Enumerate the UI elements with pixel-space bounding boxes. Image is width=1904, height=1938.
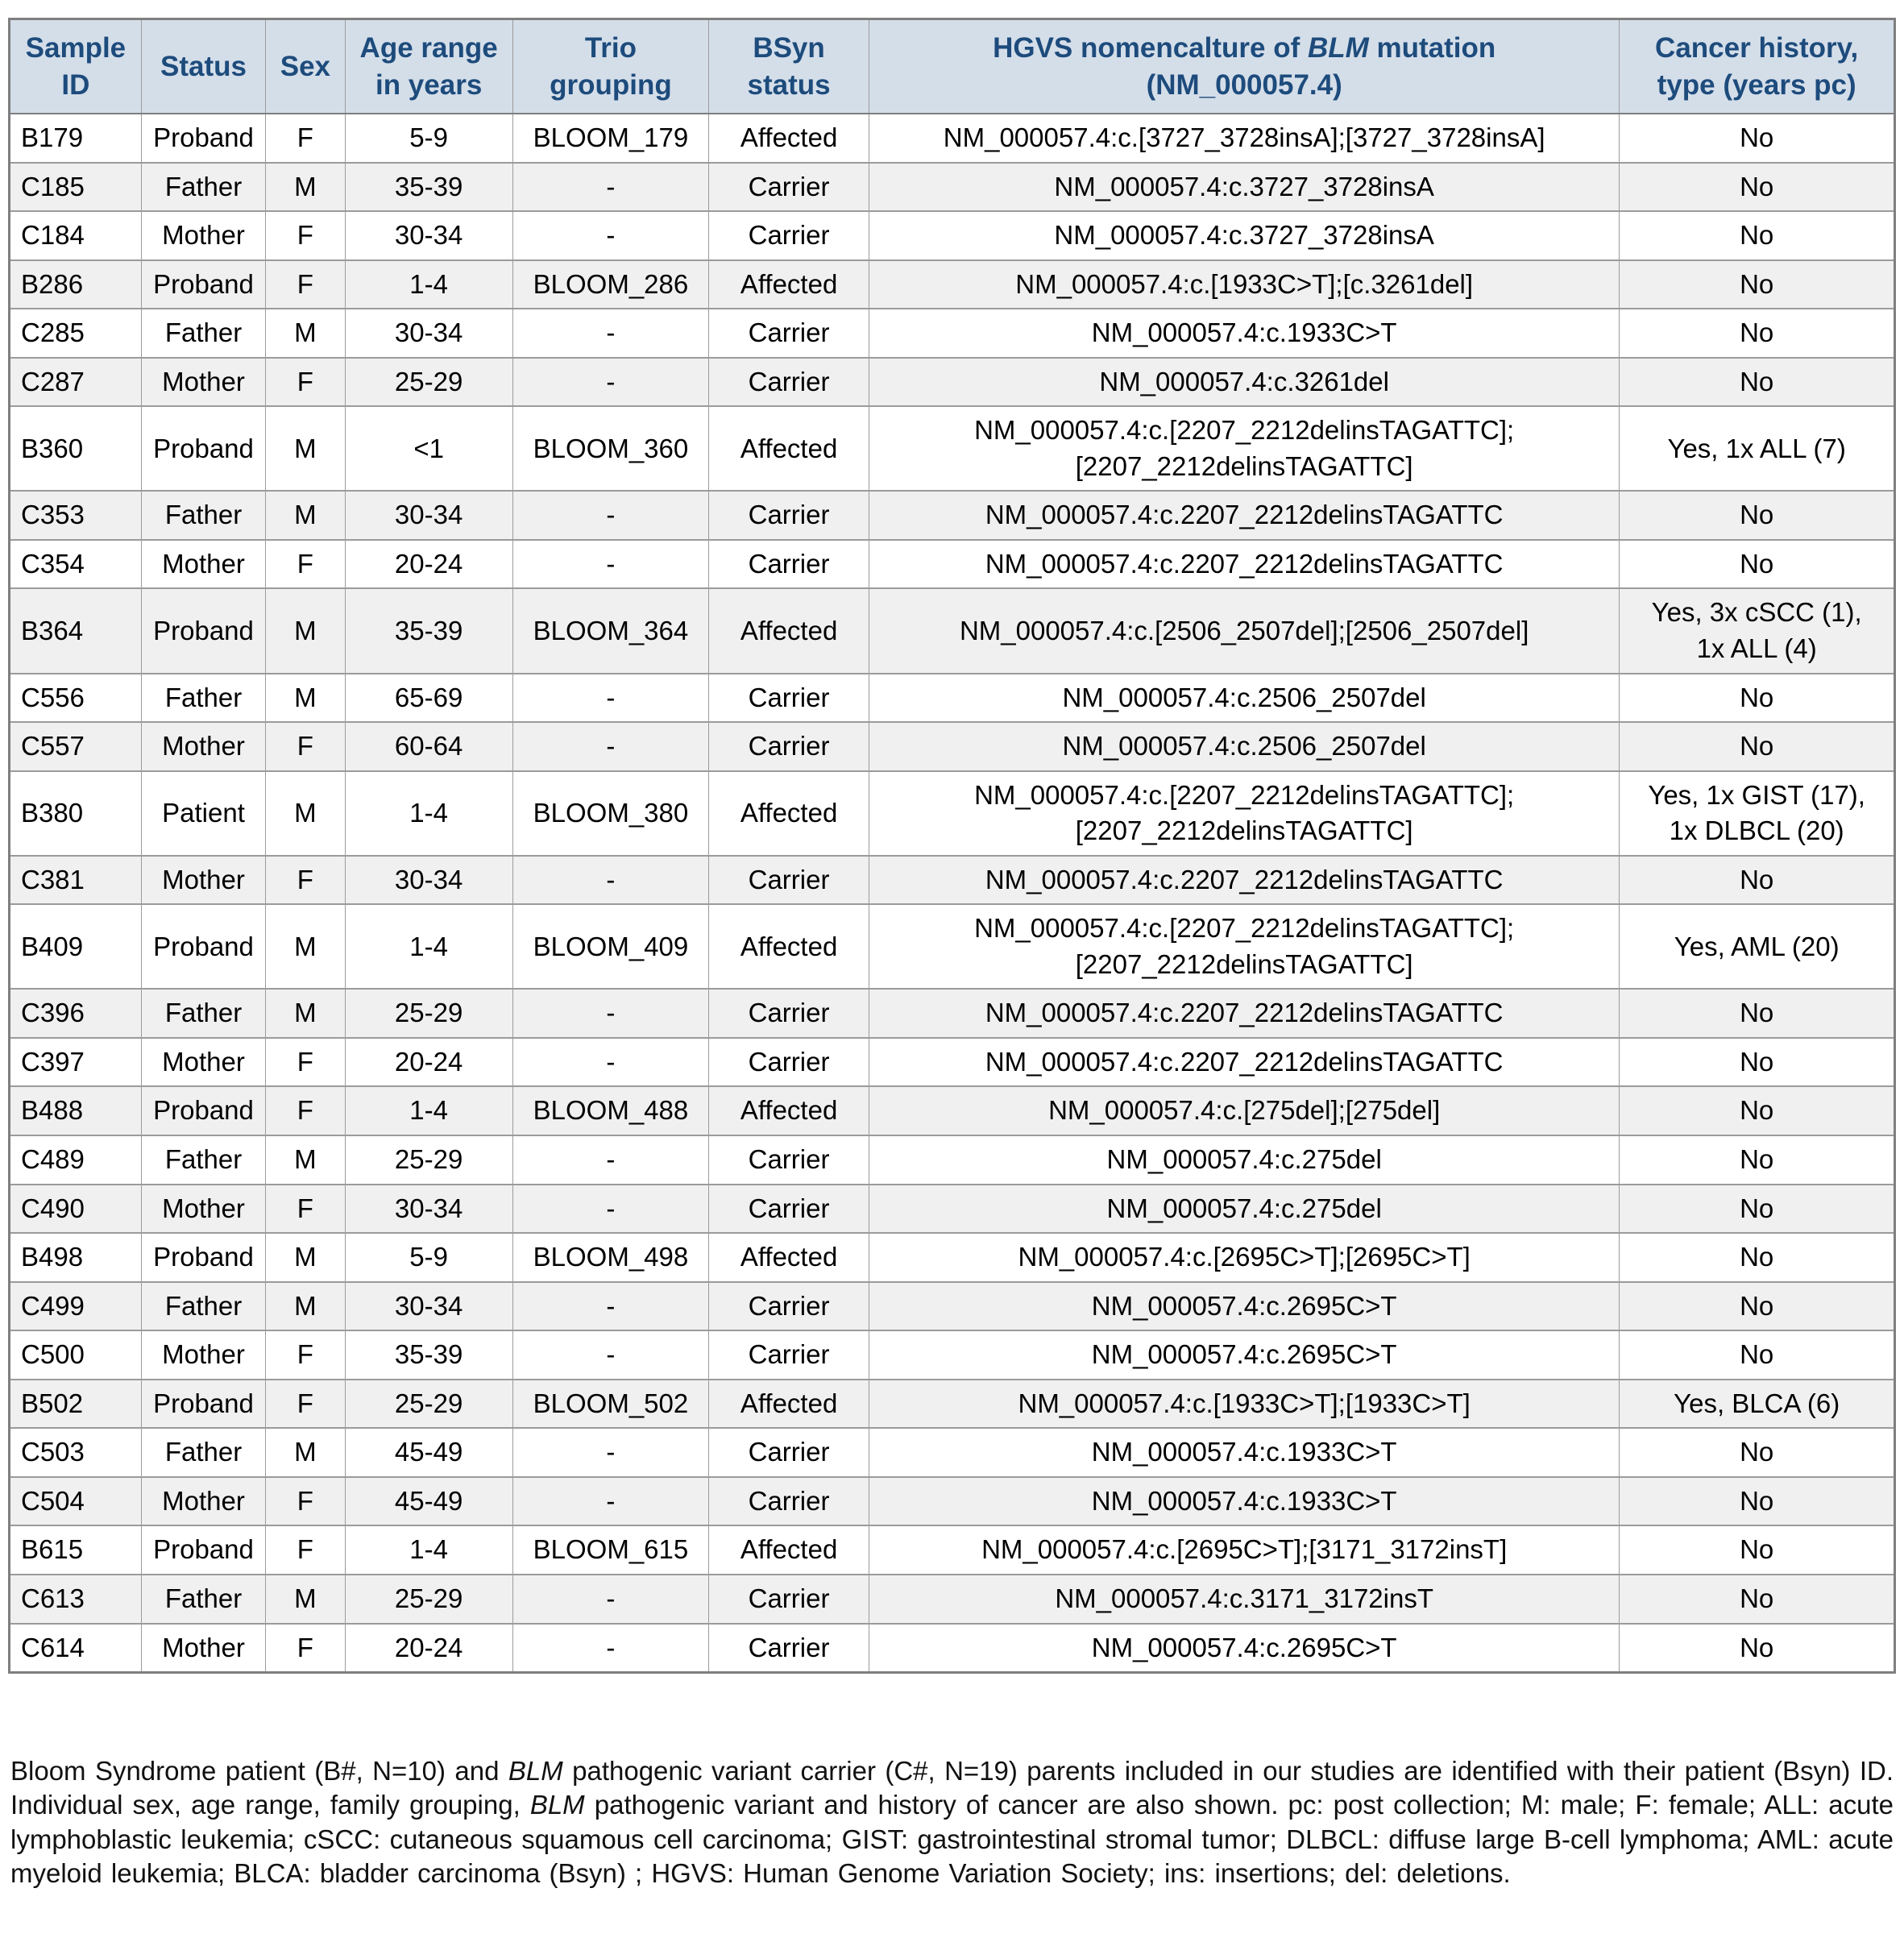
- cell-age-range: 35-39: [345, 588, 512, 673]
- cell-cancer-history: No: [1620, 1185, 1895, 1234]
- cell-cancer-history: Yes, 1x ALL (7): [1620, 406, 1895, 491]
- cell-status: Father: [141, 674, 265, 723]
- cell-trio-grouping: -: [512, 722, 708, 771]
- cell-hgvs: NM_000057.4:c.[2207_2212delinsTAGATTC]; [2207_2212delinsTAGATTC]: [869, 406, 1620, 491]
- cell-bsyn-status: Affected: [709, 1380, 869, 1429]
- table-body: [10, 114, 1895, 1673]
- cell-age-range: 20-24: [345, 1038, 512, 1087]
- table-row-B488: [10, 1086, 1895, 1135]
- cell-age-range: 1-4: [345, 904, 512, 989]
- cell-sample-id: B409: [10, 904, 142, 989]
- cell-hgvs: NM_000057.4:c.1933C>T: [869, 1477, 1620, 1526]
- cell-sample-id: C613: [10, 1575, 142, 1624]
- cell-bsyn-status: Carrier: [709, 674, 869, 723]
- cell-bsyn-status: Affected: [709, 588, 869, 673]
- cell-sex: F: [266, 1624, 345, 1673]
- cell-bsyn-status: Affected: [709, 1525, 869, 1575]
- cell-sample-id: C504: [10, 1477, 142, 1526]
- cell-trio-grouping: BLOOM_502: [512, 1380, 708, 1429]
- cell-status: Patient: [141, 771, 265, 856]
- cell-cancer-history: No: [1620, 1282, 1895, 1331]
- cell-age-range: 30-34: [345, 1282, 512, 1331]
- italic-gene-name: BLM: [1307, 32, 1369, 64]
- cell-sex: M: [266, 1575, 345, 1624]
- cell-sex: M: [266, 309, 345, 358]
- cell-trio-grouping: -: [512, 1575, 708, 1624]
- cell-sample-id: B498: [10, 1233, 142, 1282]
- cell-trio-grouping: BLOOM_615: [512, 1525, 708, 1575]
- cell-hgvs: NM_000057.4:c.[2506_2507del];[2506_2507del]: [869, 588, 1620, 673]
- patients-table: [8, 18, 1896, 1674]
- cell-sample-id: C353: [10, 491, 142, 540]
- cell-hgvs: NM_000057.4:c.2695C>T: [869, 1282, 1620, 1331]
- cell-sample-id: C490: [10, 1185, 142, 1234]
- cell-trio-grouping: -: [512, 1135, 708, 1185]
- cell-sex: M: [266, 1282, 345, 1331]
- cell-hgvs: NM_000057.4:c.1933C>T: [869, 1428, 1620, 1477]
- cell-trio-grouping: -: [512, 540, 708, 589]
- table-row-C396: [10, 989, 1895, 1038]
- cell-age-range: 30-34: [345, 211, 512, 260]
- cell-sample-id: B364: [10, 588, 142, 673]
- cell-trio-grouping: -: [512, 1038, 708, 1087]
- cell-age-range: 60-64: [345, 722, 512, 771]
- cell-age-range: 25-29: [345, 1135, 512, 1185]
- cell-sample-id: B360: [10, 406, 142, 491]
- cell-age-range: 30-34: [345, 309, 512, 358]
- cell-status: Proband: [141, 1525, 265, 1575]
- cell-hgvs: NM_000057.4:c.275del: [869, 1135, 1620, 1185]
- cell-bsyn-status: Carrier: [709, 1038, 869, 1087]
- table-row-C490: [10, 1185, 1895, 1234]
- cell-age-range: 30-34: [345, 1185, 512, 1234]
- cell-bsyn-status: Carrier: [709, 1428, 869, 1477]
- cell-sample-id: C503: [10, 1428, 142, 1477]
- cell-status: Father: [141, 989, 265, 1038]
- cell-status: Mother: [141, 358, 265, 407]
- cell-sex: M: [266, 989, 345, 1038]
- cell-trio-grouping: -: [512, 163, 708, 212]
- cell-status: Mother: [141, 856, 265, 905]
- cell-hgvs: NM_000057.4:c.1933C>T: [869, 309, 1620, 358]
- cell-sex: M: [266, 1135, 345, 1185]
- cell-status: Proband: [141, 114, 265, 163]
- cell-sex: M: [266, 904, 345, 989]
- cell-bsyn-status: Carrier: [709, 309, 869, 358]
- cell-hgvs: NM_000057.4:c.3261del: [869, 358, 1620, 407]
- cell-age-range: 5-9: [345, 1233, 512, 1282]
- cell-hgvs: NM_000057.4:c.2207_2212delinsTAGATTC: [869, 1038, 1620, 1087]
- cell-bsyn-status: Carrier: [709, 1624, 869, 1673]
- cell-cancer-history: No: [1620, 1330, 1895, 1380]
- cell-cancer-history: Yes, AML (20): [1620, 904, 1895, 989]
- cell-sex: F: [266, 1330, 345, 1380]
- cell-age-range: 65-69: [345, 674, 512, 723]
- cell-cancer-history: No: [1620, 1135, 1895, 1185]
- cell-bsyn-status: Carrier: [709, 211, 869, 260]
- cell-status: Mother: [141, 1330, 265, 1380]
- table-row-C353: [10, 491, 1895, 540]
- cell-sex: F: [266, 856, 345, 905]
- cell-hgvs: NM_000057.4:c.2207_2212delinsTAGATTC: [869, 540, 1620, 589]
- cell-hgvs: NM_000057.4:c.2506_2507del: [869, 674, 1620, 723]
- column-header-cancer-history: Cancer history, type (years pc): [1620, 19, 1895, 114]
- cell-bsyn-status: Carrier: [709, 1282, 869, 1331]
- cell-age-range: 1-4: [345, 1525, 512, 1575]
- cell-cancer-history: No: [1620, 722, 1895, 771]
- cell-hgvs: NM_000057.4:c.3727_3728insA: [869, 211, 1620, 260]
- cell-sex: F: [266, 1477, 345, 1526]
- cell-cancer-history: No: [1620, 163, 1895, 212]
- cell-status: Proband: [141, 406, 265, 491]
- cell-sex: M: [266, 674, 345, 723]
- table-row-C557: [10, 722, 1895, 771]
- cell-hgvs: NM_000057.4:c.[2695C>T];[3171_3172insT]: [869, 1525, 1620, 1575]
- cell-sample-id: C285: [10, 309, 142, 358]
- cell-age-range: 25-29: [345, 358, 512, 407]
- cell-cancer-history: No: [1620, 260, 1895, 309]
- cell-hgvs: NM_000057.4:c.3171_3172insT: [869, 1575, 1620, 1624]
- table-row-B502: [10, 1380, 1895, 1429]
- table-row-B286: [10, 260, 1895, 309]
- column-header-status: Status: [141, 19, 265, 114]
- cell-status: Father: [141, 491, 265, 540]
- italic-gene-name: BLM: [508, 1756, 563, 1787]
- cell-bsyn-status: Affected: [709, 771, 869, 856]
- cell-trio-grouping: -: [512, 491, 708, 540]
- cell-age-range: 20-24: [345, 1624, 512, 1673]
- cell-hgvs: NM_000057.4:c.[3727_3728insA];[3727_3728insA]: [869, 114, 1620, 163]
- column-header-trio-grouping: Trio grouping: [512, 19, 708, 114]
- cell-cancer-history: No: [1620, 1428, 1895, 1477]
- cell-age-range: 30-34: [345, 856, 512, 905]
- cell-cancer-history: No: [1620, 540, 1895, 589]
- table-row-C185: [10, 163, 1895, 212]
- cell-status: Proband: [141, 588, 265, 673]
- cell-cancer-history: No: [1620, 1233, 1895, 1282]
- cell-status: Father: [141, 163, 265, 212]
- cell-bsyn-status: Affected: [709, 1233, 869, 1282]
- cell-bsyn-status: Carrier: [709, 989, 869, 1038]
- cell-hgvs: NM_000057.4:c.2695C>T: [869, 1624, 1620, 1673]
- table-row-C504: [10, 1477, 1895, 1526]
- cell-bsyn-status: Carrier: [709, 1135, 869, 1185]
- cell-cancer-history: No: [1620, 1086, 1895, 1135]
- cell-sample-id: C184: [10, 211, 142, 260]
- cell-sex: M: [266, 491, 345, 540]
- cell-status: Mother: [141, 1477, 265, 1526]
- cell-cancer-history: No: [1620, 358, 1895, 407]
- table-row-C500: [10, 1330, 1895, 1380]
- cell-status: Proband: [141, 904, 265, 989]
- cell-trio-grouping: -: [512, 674, 708, 723]
- cell-trio-grouping: BLOOM_409: [512, 904, 708, 989]
- cell-status: Mother: [141, 1185, 265, 1234]
- cell-sample-id: C354: [10, 540, 142, 589]
- cell-cancer-history: Yes, 1x GIST (17), 1x DLBCL (20): [1620, 771, 1895, 856]
- cell-hgvs: NM_000057.4:c.[2207_2212delinsTAGATTC]; [2207_2212delinsTAGATTC]: [869, 904, 1620, 989]
- cell-cancer-history: No: [1620, 856, 1895, 905]
- table-row-C556: [10, 674, 1895, 723]
- table-row-C184: [10, 211, 1895, 260]
- cell-cancer-history: No: [1620, 1038, 1895, 1087]
- cell-sample-id: B502: [10, 1380, 142, 1429]
- cell-age-range: 1-4: [345, 1086, 512, 1135]
- cell-trio-grouping: -: [512, 1282, 708, 1331]
- cell-sample-id: C287: [10, 358, 142, 407]
- table-row-C613: [10, 1575, 1895, 1624]
- cell-sample-id: C499: [10, 1282, 142, 1331]
- cell-bsyn-status: Carrier: [709, 491, 869, 540]
- column-header-bsyn-status: BSyn status: [709, 19, 869, 114]
- cell-age-range: 30-34: [345, 491, 512, 540]
- cell-trio-grouping: -: [512, 1330, 708, 1380]
- table-row-C285: [10, 309, 1895, 358]
- cell-age-range: 25-29: [345, 1380, 512, 1429]
- cell-sex: M: [266, 406, 345, 491]
- table-row-B364: [10, 588, 1895, 673]
- cell-status: Father: [141, 1428, 265, 1477]
- cell-trio-grouping: BLOOM_488: [512, 1086, 708, 1135]
- italic-gene-name: BLM: [529, 1790, 585, 1820]
- cell-age-range: 20-24: [345, 540, 512, 589]
- cell-trio-grouping: BLOOM_380: [512, 771, 708, 856]
- column-header-hgvs: HGVS nomencalture of BLM mutation (NM_000057.4): [869, 19, 1620, 114]
- cell-trio-grouping: -: [512, 1185, 708, 1234]
- cell-bsyn-status: Affected: [709, 904, 869, 989]
- cell-cancer-history: No: [1620, 1575, 1895, 1624]
- cell-sex: F: [266, 211, 345, 260]
- cell-bsyn-status: Affected: [709, 260, 869, 309]
- cell-age-range: 1-4: [345, 260, 512, 309]
- cell-status: Proband: [141, 1233, 265, 1282]
- cell-bsyn-status: Carrier: [709, 1477, 869, 1526]
- cell-status: Father: [141, 1575, 265, 1624]
- cell-status: Father: [141, 1282, 265, 1331]
- cell-bsyn-status: Carrier: [709, 856, 869, 905]
- cell-sample-id: B179: [10, 114, 142, 163]
- cell-sample-id: B286: [10, 260, 142, 309]
- table-row-B179: [10, 114, 1895, 163]
- cell-bsyn-status: Carrier: [709, 722, 869, 771]
- cell-bsyn-status: Affected: [709, 1086, 869, 1135]
- cell-trio-grouping: -: [512, 358, 708, 407]
- cell-sample-id: B488: [10, 1086, 142, 1135]
- cell-hgvs: NM_000057.4:c.[1933C>T];[1933C>T]: [869, 1380, 1620, 1429]
- table-row-C397: [10, 1038, 1895, 1087]
- cell-cancer-history: No: [1620, 1624, 1895, 1673]
- cell-cancer-history: No: [1620, 1477, 1895, 1526]
- column-header-sex: Sex: [266, 19, 345, 114]
- cell-bsyn-status: Carrier: [709, 1575, 869, 1624]
- table-row-C499: [10, 1282, 1895, 1331]
- table-row-C381: [10, 856, 1895, 905]
- cell-sex: M: [266, 1428, 345, 1477]
- cell-sample-id: B380: [10, 771, 142, 856]
- cell-sex: F: [266, 1086, 345, 1135]
- cell-trio-grouping: -: [512, 309, 708, 358]
- cell-age-range: 5-9: [345, 114, 512, 163]
- cell-status: Mother: [141, 722, 265, 771]
- cell-trio-grouping: BLOOM_179: [512, 114, 708, 163]
- cell-cancer-history: No: [1620, 1525, 1895, 1575]
- cell-cancer-history: No: [1620, 674, 1895, 723]
- cell-sample-id: B615: [10, 1525, 142, 1575]
- table-header: [10, 19, 1895, 114]
- table-row-B409: [10, 904, 1895, 989]
- cell-age-range: 1-4: [345, 771, 512, 856]
- cell-trio-grouping: BLOOM_498: [512, 1233, 708, 1282]
- cell-sample-id: C397: [10, 1038, 142, 1087]
- column-header-sample-id: Sample ID: [10, 19, 142, 114]
- cell-sex: F: [266, 1185, 345, 1234]
- cell-sample-id: C614: [10, 1624, 142, 1673]
- table-row-B360: [10, 406, 1895, 491]
- cell-status: Mother: [141, 211, 265, 260]
- table-row-C614: [10, 1624, 1895, 1673]
- cell-age-range: 45-49: [345, 1477, 512, 1526]
- cell-age-range: <1: [345, 406, 512, 491]
- cell-bsyn-status: Carrier: [709, 163, 869, 212]
- cell-cancer-history: No: [1620, 114, 1895, 163]
- cell-hgvs: NM_000057.4:c.275del: [869, 1185, 1620, 1234]
- cell-cancer-history: No: [1620, 211, 1895, 260]
- cell-status: Mother: [141, 1038, 265, 1087]
- cell-sample-id: C556: [10, 674, 142, 723]
- cell-hgvs: NM_000057.4:c.3727_3728insA: [869, 163, 1620, 212]
- table-row-B498: [10, 1233, 1895, 1282]
- cell-hgvs: NM_000057.4:c.[275del];[275del]: [869, 1086, 1620, 1135]
- cell-sex: F: [266, 114, 345, 163]
- cell-sample-id: C381: [10, 856, 142, 905]
- table-row-C489: [10, 1135, 1895, 1185]
- cell-status: Mother: [141, 540, 265, 589]
- cell-trio-grouping: BLOOM_364: [512, 588, 708, 673]
- cell-bsyn-status: Carrier: [709, 358, 869, 407]
- cell-sample-id: C396: [10, 989, 142, 1038]
- table-row-B615: [10, 1525, 1895, 1575]
- cell-bsyn-status: Carrier: [709, 540, 869, 589]
- cell-trio-grouping: -: [512, 1624, 708, 1673]
- cell-sample-id: C500: [10, 1330, 142, 1380]
- cell-sex: F: [266, 260, 345, 309]
- cell-sex: M: [266, 588, 345, 673]
- cell-age-range: 25-29: [345, 1575, 512, 1624]
- cell-bsyn-status: Carrier: [709, 1330, 869, 1380]
- cell-cancer-history: No: [1620, 309, 1895, 358]
- cell-trio-grouping: BLOOM_286: [512, 260, 708, 309]
- cell-cancer-history: Yes, BLCA (6): [1620, 1380, 1895, 1429]
- table-row-B380: [10, 771, 1895, 856]
- table-row-C287: [10, 358, 1895, 407]
- cell-status: Proband: [141, 1380, 265, 1429]
- cell-trio-grouping: -: [512, 1428, 708, 1477]
- cell-sex: F: [266, 1525, 345, 1575]
- cell-sample-id: C185: [10, 163, 142, 212]
- cell-age-range: 25-29: [345, 989, 512, 1038]
- cell-bsyn-status: Carrier: [709, 1185, 869, 1234]
- cell-sex: F: [266, 722, 345, 771]
- cell-bsyn-status: Affected: [709, 114, 869, 163]
- cell-status: Father: [141, 309, 265, 358]
- cell-hgvs: NM_000057.4:c.2207_2212delinsTAGATTC: [869, 856, 1620, 905]
- cell-hgvs: NM_000057.4:c.[2207_2212delinsTAGATTC]; [2207_2212delinsTAGATTC]: [869, 771, 1620, 856]
- cell-sex: M: [266, 163, 345, 212]
- cell-hgvs: NM_000057.4:c.2207_2212delinsTAGATTC: [869, 989, 1620, 1038]
- cell-hgvs: NM_000057.4:c.2207_2212delinsTAGATTC: [869, 491, 1620, 540]
- cell-status: Proband: [141, 260, 265, 309]
- cell-cancer-history: Yes, 3x cSCC (1), 1x ALL (4): [1620, 588, 1895, 673]
- cell-trio-grouping: BLOOM_360: [512, 406, 708, 491]
- cell-trio-grouping: -: [512, 1477, 708, 1526]
- cell-age-range: 45-49: [345, 1428, 512, 1477]
- cell-status: Proband: [141, 1086, 265, 1135]
- cell-sex: F: [266, 358, 345, 407]
- cell-sex: F: [266, 1038, 345, 1087]
- cell-hgvs: NM_000057.4:c.[2695C>T];[2695C>T]: [869, 1233, 1620, 1282]
- cell-age-range: 35-39: [345, 1330, 512, 1380]
- cell-age-range: 35-39: [345, 163, 512, 212]
- cell-hgvs: NM_000057.4:c.[1933C>T];[c.3261del]: [869, 260, 1620, 309]
- cell-sample-id: C557: [10, 722, 142, 771]
- cell-sample-id: C489: [10, 1135, 142, 1185]
- table-row-C503: [10, 1428, 1895, 1477]
- cell-status: Father: [141, 1135, 265, 1185]
- cell-hgvs: NM_000057.4:c.2695C>T: [869, 1330, 1620, 1380]
- cell-hgvs: NM_000057.4:c.2506_2507del: [869, 722, 1620, 771]
- cell-trio-grouping: -: [512, 989, 708, 1038]
- cell-status: Mother: [141, 1624, 265, 1673]
- cell-trio-grouping: -: [512, 211, 708, 260]
- table-caption: Bloom Syndrome patient (B#, N=10) and BLM pathogenic variant carrier (C#, N=19) parents included in our studies are identified with their patient (Bsyn) ID. Individual sex, age range, family grouping, BLM pathogenic variant and history of cancer are also shown. pc: post collection; M: male; F: female; ALL: acute lymphoblastic leukemia; cSCC: cutaneous squamous cell carcinoma; GIST: gastrointestinal stromal tumor; DLBCL: diffuse large B-cell lymphoma; AML: acute myeloid leukemia; BLCA: bladder carcinoma (Bsyn) ; HGVS: Human Genome Variation Society; ins: insertions; del: deletions.: [10, 1756, 1894, 1888]
- cell-trio-grouping: -: [512, 856, 708, 905]
- cell-sex: F: [266, 540, 345, 589]
- cell-cancer-history: No: [1620, 491, 1895, 540]
- cell-cancer-history: No: [1620, 989, 1895, 1038]
- cell-sex: M: [266, 771, 345, 856]
- cell-bsyn-status: Affected: [709, 406, 869, 491]
- cell-sex: M: [266, 1233, 345, 1282]
- table-row-C354: [10, 540, 1895, 589]
- column-header-age-range: Age range in years: [345, 19, 512, 114]
- header-row: [10, 19, 1895, 114]
- cell-sex: F: [266, 1380, 345, 1429]
